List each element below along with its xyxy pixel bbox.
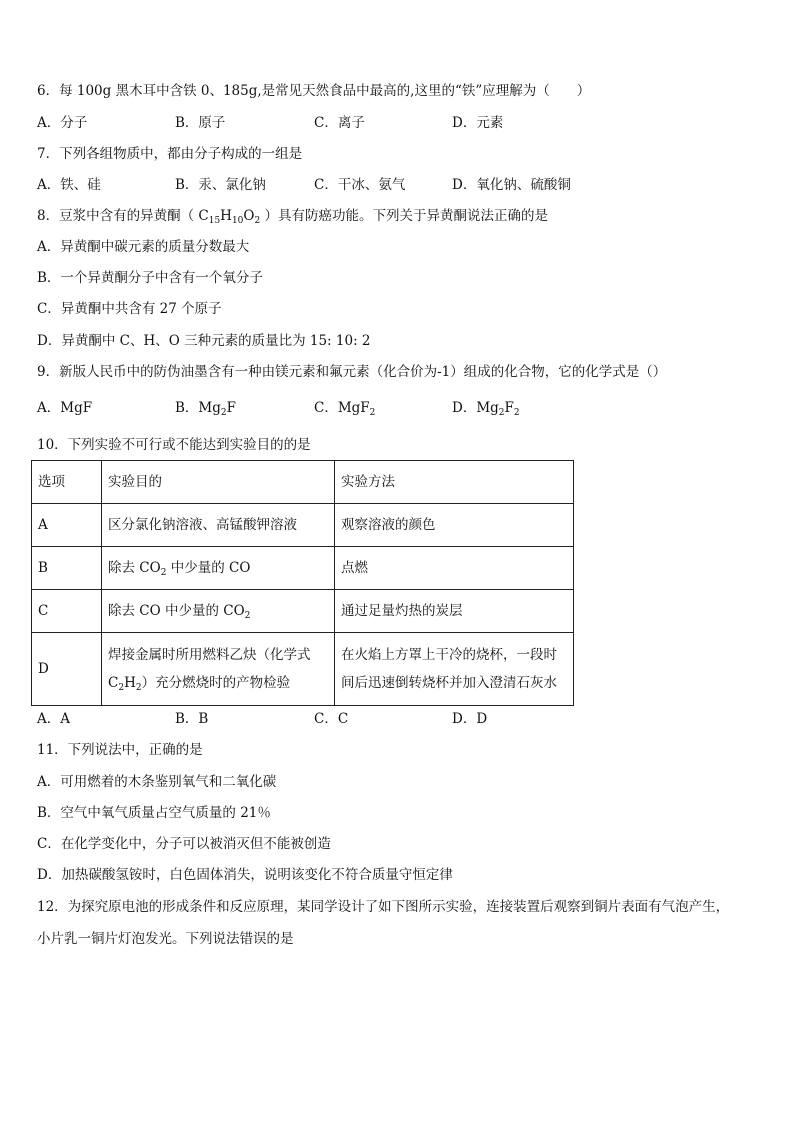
q8-formula-o: O [243,208,255,224]
q9-option-b [175,398,236,418]
table-row [32,590,574,633]
q8-option-b: B．一个异黄酮分子中含有一个氧分子 [37,270,263,286]
q9-option-b-sub: 2 [220,408,227,418]
q8-formula-sub-o: 2 [254,216,261,226]
row-b-purpose-pre: 除去 CO [108,560,161,576]
experiment-table [31,460,574,706]
q10-stem: 10．下列实验不可行或不能达到实验目的的是 [37,437,311,453]
row-d-method-line2: 间后迅速倒转烧杯并加入澄清石灰水 [341,675,557,691]
q10-option-b: B．B [175,711,209,727]
row-c-method: 通过足量灼热的炭层 [335,590,574,633]
q10-option-d: D．D [452,711,488,727]
q6-option-a: A．分子 [37,115,88,131]
row-d-option: D [32,633,102,706]
row-d-formula-c: C [108,675,119,691]
row-b-method: 点燃 [335,547,574,590]
q8-stem-pre: 8．豆浆中含有的异黄酮（ C [37,208,209,224]
q11-option-b: B．空气中氧气质量占空气质量的 21％ [37,805,271,821]
q9-option-b-post: F [226,400,236,416]
q11-option-c: C．在化学变化中，分子可以被消灭但不能被创造 [37,836,331,852]
q6-stem: 6．每 100g 黑木耳中含铁 0、185g,是常见天然食品中最高的,这里的“铁”应理解为（ ） [37,83,591,99]
row-a-method: 观察溶液的颜色 [335,504,574,547]
q6-option-c: C．离子 [314,115,365,131]
q9-option-c-pre: C．MgF [314,400,370,416]
row-b-purpose-post: 中少量的 CO [166,560,251,576]
q9-option-c [314,398,375,418]
row-d-formula-h: H [124,675,136,691]
row-c-purpose-pre: 除去 CO 中少量的 CO [108,603,245,619]
row-a-purpose: 区分氯化钠溶液、高锰酸钾溶液 [102,504,335,547]
q9-option-d-sub2: 2 [513,408,520,418]
row-c-purpose [102,590,335,633]
table-header-row [32,461,574,504]
table-row [32,547,574,590]
row-c-option: C [32,590,102,633]
q9-option-c-sub: 2 [369,408,376,418]
header-option: 选项 [32,461,102,504]
q7-option-d: D．氧化钠、硫酸铜 [452,177,571,193]
row-d-formula-sub2: 2 [135,683,142,693]
q11-option-a: A．可用燃着的木条鉴别氧气和二氧化碳 [37,774,277,790]
q9-stem: 9．新版人民币中的防伪油墨含有一种由镁元素和氟元素（化合价为-1）组成的化合物，它的化学式是（） [37,364,667,380]
q9-option-d [452,398,520,418]
row-d-purpose-line1: 焊接金属时所用燃料乙炔（化学式 [108,647,311,663]
q8-option-c: C．异黄酮中共含有 27 个原子 [37,301,222,317]
header-purpose: 实验目的 [102,461,335,504]
q7-option-c: C．干冰、氨气 [314,177,406,193]
row-b-option: B [32,547,102,590]
q8-formula-sub-h: 10 [231,216,244,226]
row-d-purpose-rest: ）充分燃烧时的产物检验 [141,675,291,691]
row-d-method-line1: 在火焰上方罩上干冷的烧杯，一段时 [341,647,557,663]
q12-stem-line1: 12．为探究原电池的形成条件和反应原理，某同学设计了如下图所示实验，连接装置后观察到铜片表面有气泡产生， [37,899,730,915]
q11-stem: 11．下列说法中，正确的是 [37,742,203,758]
row-c-purpose-sub: 2 [244,611,251,621]
row-a-option: A [32,504,102,547]
q8-stem [37,206,548,226]
q8-option-d: D．异黄酮中 C、H、O 三种元素的质量比为 15: 10: 2 [37,333,371,349]
q11-option-d: D．加热碳酸氢铵时，白色固体消失，说明该变化不符合质量守恒定律 [37,867,453,883]
q7-option-a: A．铁、硅 [37,177,101,193]
q8-stem-post: ）具有防癌功能。下列关于异黄酮说法正确的是 [260,208,549,224]
q7-option-b: B．汞、氯化钠 [175,177,266,193]
q9-option-b-pre: B．Mg [175,400,221,416]
table-row [32,633,574,706]
row-d-method [335,633,574,706]
q10-option-a: A．A [37,711,70,727]
row-d-formula-sub1: 2 [118,683,125,693]
q7-stem: 7．下列各组物质中，都由分子构成的一组是 [37,146,303,162]
q10-option-c: C．C [314,711,349,727]
q8-formula-h: H [220,208,232,224]
q12-stem-line2: 小片乳一铜片灯泡发光。下列说法错误的是 [37,931,294,947]
q6-option-b: B．原子 [175,115,226,131]
row-d-purpose-line2 [108,669,328,697]
row-b-purpose-sub: 2 [160,568,167,578]
table-row [32,504,574,547]
q9-option-d-sub1: 2 [498,408,505,418]
q6-option-d: D．元素 [452,115,504,131]
q9-option-d-pre: D．Mg [452,400,499,416]
q9-option-d-mid: F [504,400,514,416]
q8-option-a: A．异黄酮中碳元素的质量分数最大 [37,239,250,255]
row-d-purpose [102,633,335,706]
row-b-purpose [102,547,335,590]
q8-formula-sub-c: 15 [208,216,221,226]
q9-option-a: A．MgF [37,400,93,416]
header-method: 实验方法 [335,461,574,504]
